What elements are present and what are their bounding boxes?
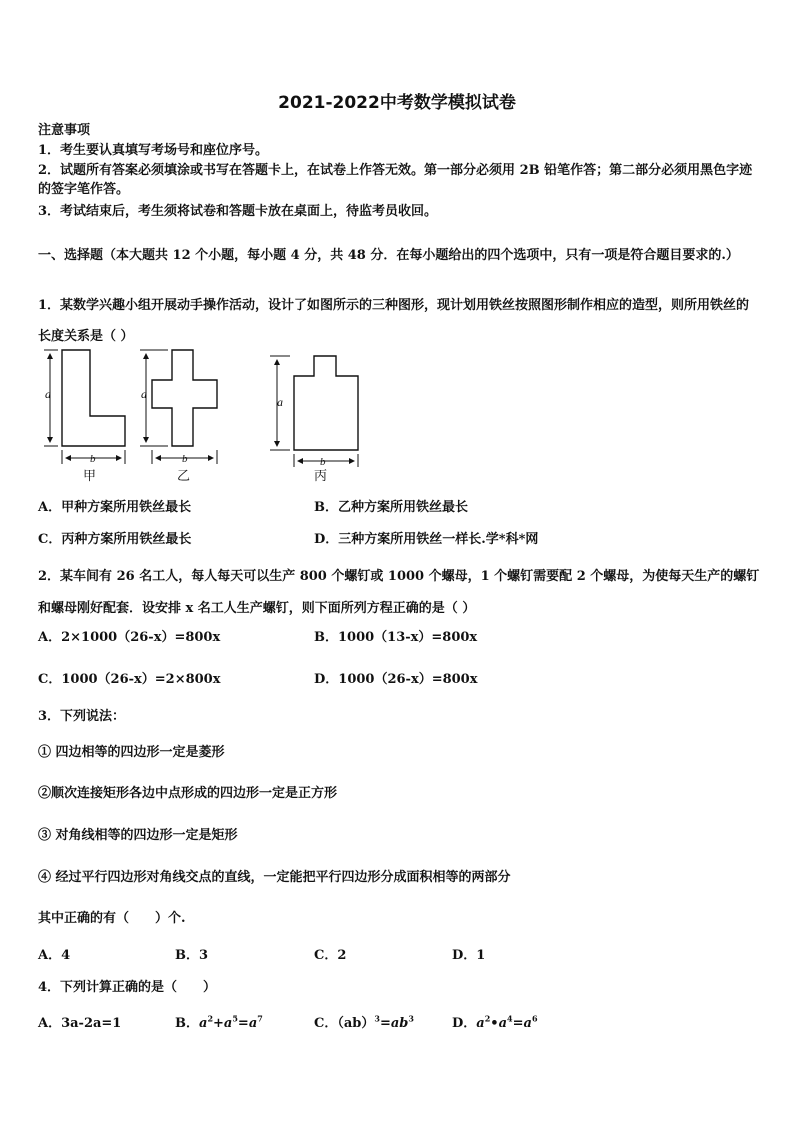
option-c-eq: =ab [379, 1016, 409, 1031]
question-2-option-b[interactable]: B．1000（13-x）=800x [314, 630, 478, 645]
option-d-dot: •a [490, 1016, 508, 1031]
figure-bing-caption: 丙 [314, 468, 328, 483]
notice-item-2: 2．试题所有答案必须填涂或书写在答题卡上，在试卷上作答无效。第一部分必须用 2B 铅笔作答；第二部分必须用黑色字迹的签字笔作答。 [38, 163, 753, 197]
question-3-ask: 其中正确的有（ ）个. [38, 911, 186, 926]
question-4-text: 4．下列计算正确的是（ ） [38, 980, 217, 995]
question-1-option-b[interactable]: B．乙种方案所用铁丝最长 [314, 500, 468, 515]
figure-jia-shape [62, 350, 125, 446]
question-1-option-c[interactable]: C．丙种方案所用铁丝最长 [38, 532, 192, 547]
question-3-statement-1: ① 四边相等的四边形一定是菱形 [38, 745, 225, 760]
figure-jia-a-label: a [45, 387, 51, 401]
question-3-option-c[interactable]: C．2 [314, 948, 347, 963]
question-3-option-d[interactable]: D．1 [452, 948, 486, 963]
question-2-text: 2．某车间有 26 名工人，每人每天可以生产 800 个螺钉或 1000 个螺母，1 个螺钉需要配 2 个螺母，为使每天生产的螺钉和螺母刚好配套．设安排 x 名工人生产螺钉，则下面所列方程正确的是（ ） [38, 569, 760, 616]
question-4-option-d[interactable] [452, 1014, 538, 1033]
option-b-exp-2: 5 [232, 1013, 238, 1024]
question-1-figure [36, 348, 376, 483]
option-d-exp-2: 4 [507, 1013, 513, 1024]
figure-yi-caption: 乙 [177, 468, 191, 483]
question-1-option-d[interactable]: D．三种方案所用铁丝一样长.学*科*网 [314, 532, 539, 547]
option-c-exp-2: 3 [408, 1013, 414, 1024]
question-3-statement-3: ③ 对角线相等的四边形一定是矩形 [38, 828, 238, 843]
option-c-prefix: C．（ab） [314, 1016, 375, 1031]
option-b-eq: =a [237, 1016, 258, 1031]
question-2-option-a[interactable]: A．2×1000（26-x）=800x [38, 630, 221, 645]
option-b-exp-3: 7 [257, 1013, 263, 1024]
figure-bing-a-label: a [277, 395, 283, 409]
question-1-option-a[interactable]: A．甲种方案所用铁丝最长 [38, 500, 192, 515]
figure-jia-caption: 甲 [83, 468, 97, 483]
option-c-exp-1: 3 [374, 1013, 380, 1024]
option-d-exp-1: 2 [484, 1013, 491, 1024]
question-4-option-c[interactable] [314, 1014, 414, 1033]
question-1-text: 1．某数学兴趣小组开展动手操作活动，设计了如图所示的三种图形，现计划用铁丝按照图形制作相应的造型，则所用铁丝的长度关系是（ ） [38, 298, 750, 344]
question-4-option-b[interactable] [175, 1014, 263, 1033]
option-b-plus: +a [213, 1016, 233, 1031]
option-b-base: a [199, 1016, 208, 1031]
notice-item-1: 1．考生要认真填写考场号和座位序号。 [38, 143, 269, 158]
question-3-statement-4: ④ 经过平行四边形对角线交点的直线，一定能把平行四边形分成面积相等的两部分 [38, 870, 511, 885]
figure-bing-shape [294, 356, 358, 450]
question-4-option-a[interactable]: A．3a-2a=1 [38, 1016, 122, 1031]
option-d-eq: =a [512, 1016, 532, 1031]
question-3-statement-2: ②顺次连接矩形各边中点形成的四边形一定是正方形 [38, 786, 338, 801]
option-d-exp-3: 6 [531, 1013, 538, 1024]
option-d-prefix: D． [452, 1016, 477, 1031]
option-d-base: a [476, 1016, 485, 1031]
notice-item-3: 3．考试结束后，考生须将试卷和答题卡放在桌面上，待监考员收回。 [38, 204, 438, 219]
question-2-option-c[interactable]: C．1000（26-x）=2×800x [38, 672, 221, 687]
option-b-prefix: B． [175, 1016, 199, 1031]
page-title: 2021-2022中考数学模拟试卷 [278, 93, 516, 113]
figure-yi-shape [152, 350, 217, 446]
figure-yi-a-label: a [141, 387, 147, 401]
section-heading: 一、选择题（本大题共 12 个小题，每小题 4 分，共 48 分．在每小题给出的四个选项中，只有一项是符合题目要求的.） [38, 248, 739, 263]
notice-heading: 注意事项 [38, 123, 91, 138]
question-3-option-a[interactable]: A．4 [38, 948, 71, 963]
figure-yi-b-label: b [182, 453, 188, 465]
question-3-option-b[interactable]: B．3 [175, 948, 209, 963]
option-b-exp-1: 2 [207, 1013, 214, 1024]
question-2-option-d[interactable]: D．1000（26-x）=800x [314, 672, 478, 687]
figure-jia-b-label: b [90, 453, 96, 465]
question-3-text: 3．下列说法： [38, 709, 126, 724]
figure-bing-b-label: b [320, 456, 326, 468]
